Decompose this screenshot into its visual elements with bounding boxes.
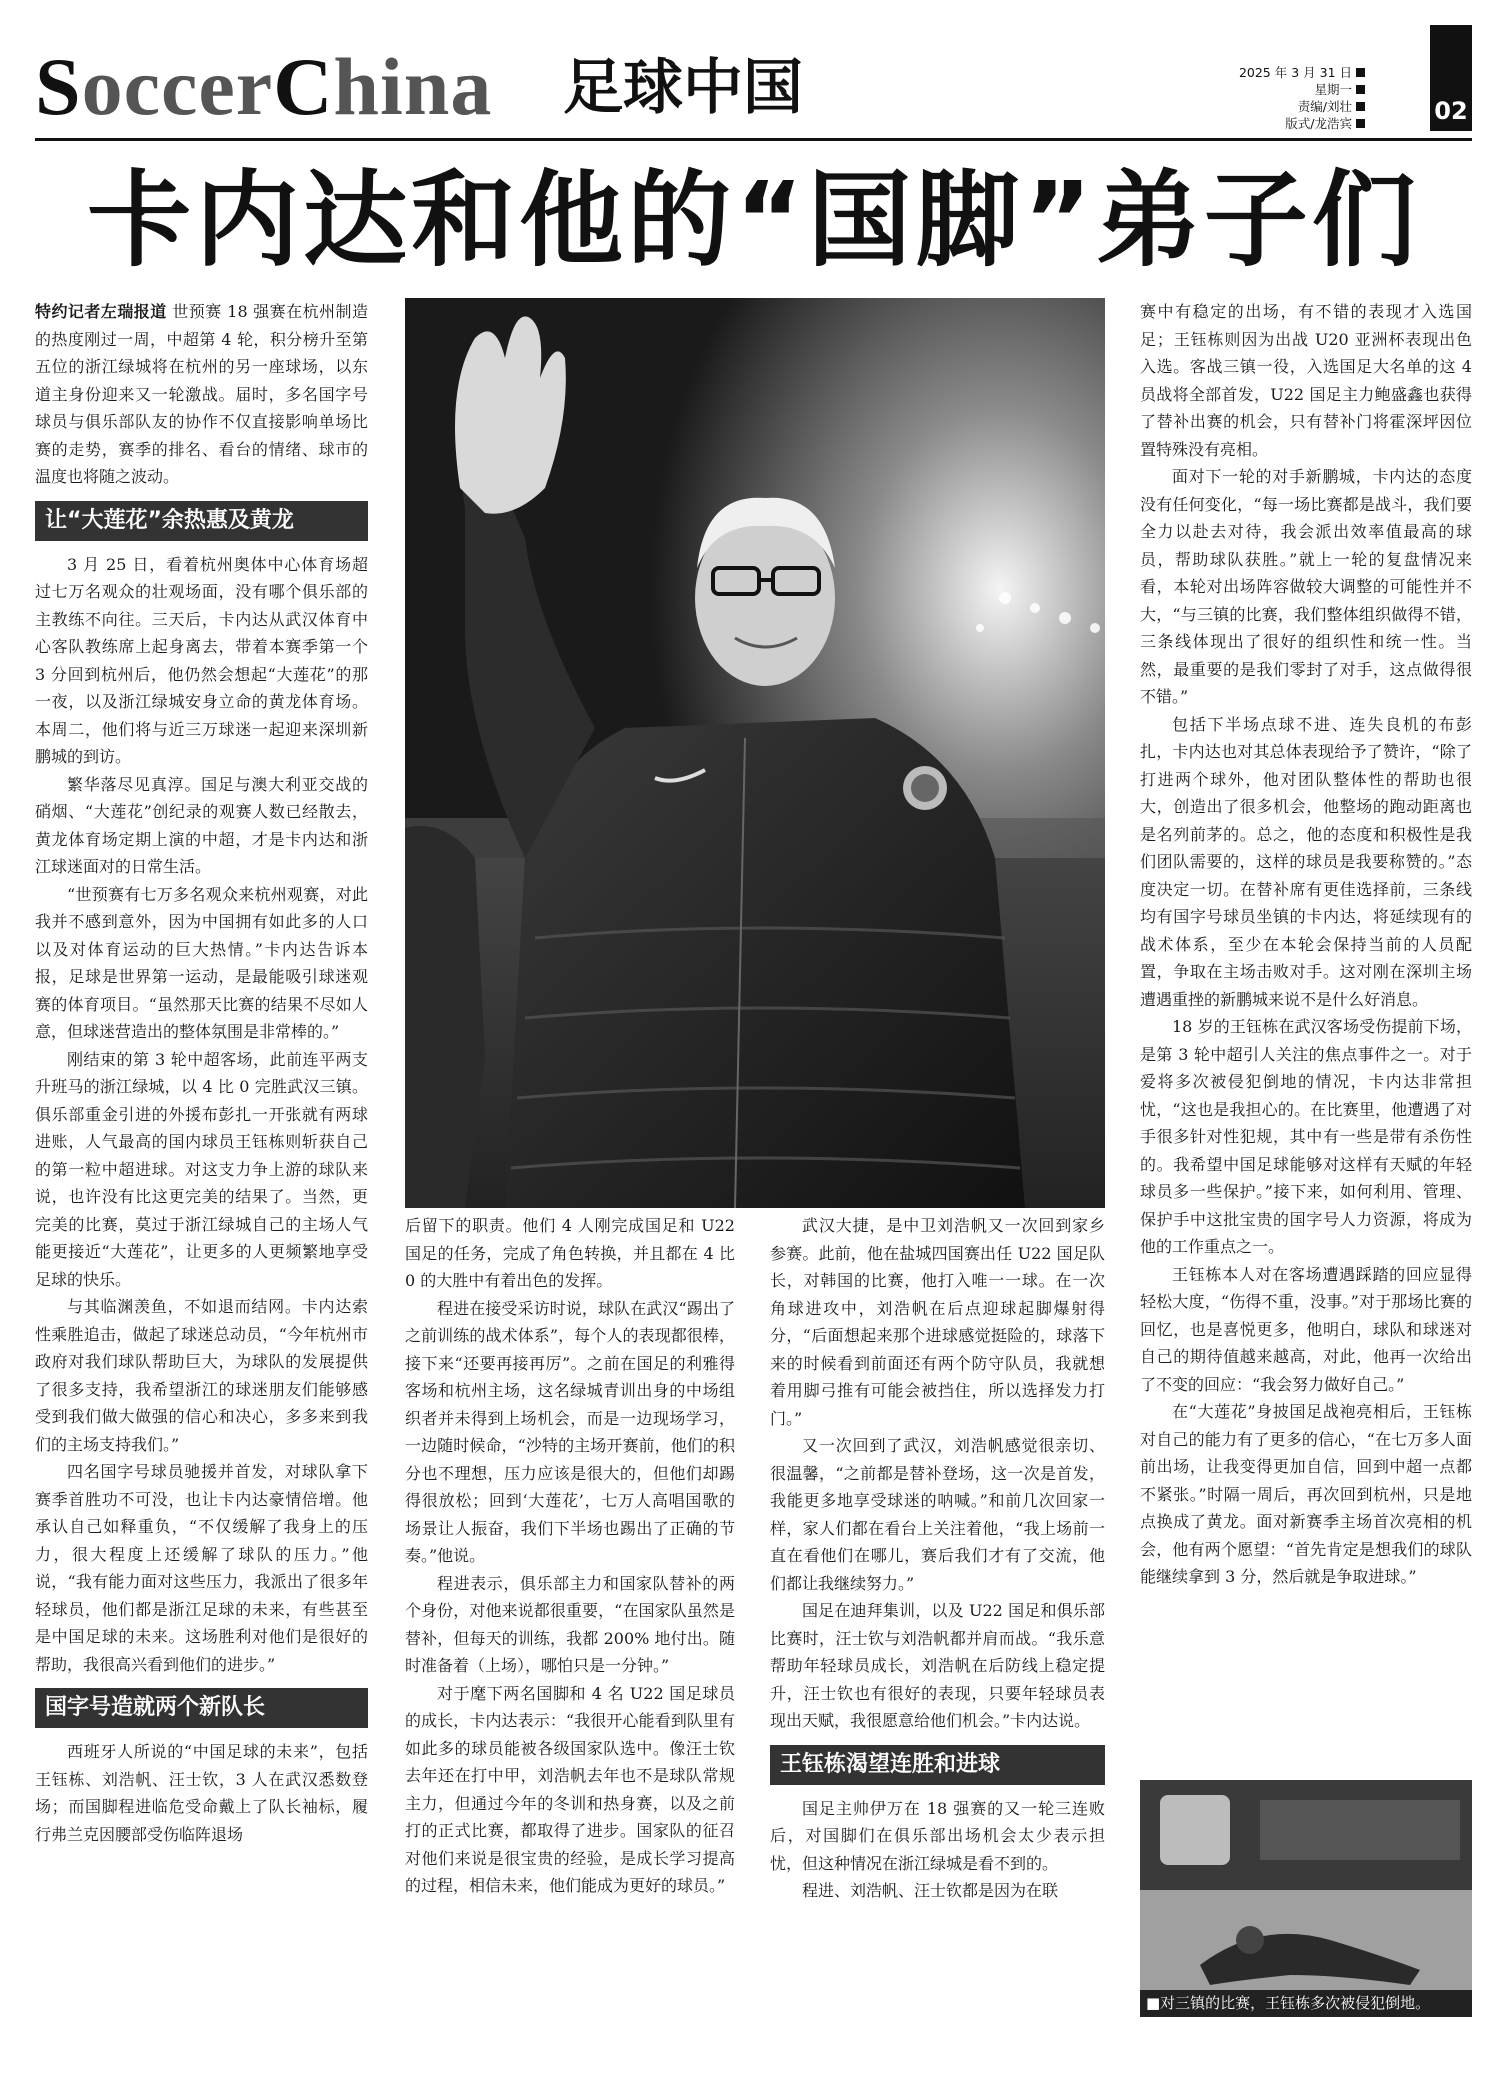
article-column-1 bbox=[35, 298, 368, 1848]
coach-photo-illustration bbox=[405, 298, 1105, 1208]
article-column-2 bbox=[405, 1212, 735, 1900]
issue-weekday: 星期一 bbox=[1239, 81, 1365, 98]
article-column-4 bbox=[1140, 298, 1472, 1591]
subhead-2: 国字号造就两个新队长 bbox=[35, 1688, 368, 1728]
paragraph: 繁华落尽见真淳。国足与澳大利亚交战的硝烟、“大莲花”创纪录的观赛人数已经散去，黄龙体育场定期上演的中超，才是卡内达和浙江球迷面对的日常生活。 bbox=[35, 774, 368, 876]
brand-logo-en: SoccerChina bbox=[35, 41, 493, 132]
paragraph: 对于麾下两名国脚和 4 名 U22 国足球员的成长，卡内达表示：“我很开心能看到队里有如此多的球员能被各级国家队选中。像汪士钦去年还在打中甲，刘浩帆去年也不是球队常规主力，但通过今年的冬训和热身赛，以及之前打的正式比赛，都取得了进步。国家队的征召对他们来说是很宝贵的经验，是成长学习提高的过程，相信未来，他们能成为更好的球员。” bbox=[405, 1683, 735, 1895]
paragraph: 后留下的职责。他们 4 人刚完成国足和 U22 国足的任务，完成了角色转换，并且都在 4 比 0 的大胜中有着出色的发挥。 bbox=[405, 1216, 735, 1290]
brand-logo-cn: 足球中国 bbox=[563, 53, 803, 123]
paragraph: 西班牙人所说的“中国足球的未来”，包括王钰栋、刘浩帆、汪士钦，3 人在武汉悉数登场；而国脚程进临危受命戴上了队长袖标，履行弗兰克因腰部受伤临阵退场 bbox=[35, 1742, 368, 1844]
paragraph: 与其临渊羡鱼，不如退而结网。卡内达索性乘胜追击，做起了球迷总动员，“今年杭州市政府对我们球队帮助巨大，为球队的发展提供了很多支持，我希望浙江的球迷朋友们能够感受到我们做大做强的信心和决心，多多来到我们的主场支持我们。” bbox=[35, 1297, 368, 1454]
paragraph: 武汉大捷，是中卫刘浩帆又一次回到家乡参赛。此前，他在盐城四国赛出任 U22 国足队长，对韩国的比赛，他打入唯一一球。在一次角球进攻中，刘浩帆在后点迎球起脚爆射得分，“后面想起来那个进球感觉挺险的，球落下来的时候看到前面还有两个防守队员，我就想着用脚弓推有可能会被挡住，所以选择发力打门。” bbox=[770, 1216, 1105, 1428]
masthead bbox=[35, 40, 1425, 135]
byline: 特约记者左瑞报道 bbox=[35, 302, 167, 321]
headline: 卡内达和他的“国脚”弟子们 bbox=[87, 159, 1420, 281]
intro-text: 世预赛 18 强赛在杭州制造的热度刚过一周，中超第 4 轮，积分榜升至第五位的浙江绿城将在杭州的另一座球场，以东道主身份迎来又一轮激战。届时，多名国字号球员与俱乐部队友的协作不仅直接影响单场比赛的走势，赛季的排名、看台的情绪、球市的温度也将随之波动。 bbox=[35, 302, 368, 486]
player-fallen-photo bbox=[1140, 1780, 1472, 2017]
article-column-3 bbox=[770, 1212, 1105, 1905]
paragraph: 又一次回到了武汉，刘浩帆感觉很亲切、很温馨，“之前都是替补登场，这一次是首发，我能更多地享受球迷的呐喊。”和前几次回家一样，家人们都在看台上关注着他，“我上场前一直在看他们在哪儿，赛后我们才有了交流，他们都让我继续努力。” bbox=[770, 1436, 1105, 1593]
paragraph: 国足主帅伊万在 18 强赛的又一轮三连败后，对国脚们在俱乐部出场机会太少表示担忧，但这种情况在浙江绿城是看不到的。 bbox=[770, 1798, 1105, 1873]
paragraph: 程进在接受采访时说，球队在武汉“踢出了之前训练的战术体系”，每个人的表现都很棒，接下来“还要再接再厉”。之前在国足的利雅得客场和杭州主场，这名绿城青训出身的中场组织者并未得到上场机会，而是一边现场学习，一边随时候命，“沙特的主场开赛前，他们的积分也不理想，压力应该是很大的，但他们却踢得很放松；回到‘大莲花’，七万人高唱国歌的场景让人振奋，我们下半场也踢出了正确的节奏。”他说。 bbox=[405, 1298, 735, 1565]
paragraph: 程进、刘浩帆、汪士钦都是因为在联 bbox=[802, 1881, 1059, 1900]
paragraph: 四名国字号球员驰援并首发，对球队拿下赛季首胜功不可没，也让卡内达豪情倍增。他承认自己如释重负，“不仅缓解了我身上的压力，很大程度上还缓解了球队的压力。”他说，“我有能力面对这些压力，我派出了很多年轻球员，他们都是浙江足球的未来，有些甚至是中国足球的未来。这场胜利对他们是很好的帮助，我很高兴看到他们的进步。” bbox=[35, 1462, 368, 1674]
paragraph: 王钰栋本人对在客场遭遇踩踏的回应显得轻松大度，“伤得不重，没事。”对于那场比赛的回忆，也是喜悦更多，他明白，球队和球迷对自己的期待值越来越高，对此，他再一次给出了不变的回应：“我会努力做好自己。” bbox=[1140, 1264, 1472, 1394]
paragraph: 程进表示，俱乐部主力和国家队替补的两个身份，对他来说都很重要，“在国家队虽然是替补，但每天的训练，我都 200% 地付出。随时准备着（上场），哪怕只是一分钟。” bbox=[405, 1573, 735, 1675]
paragraph: 赛中有稳定的出场，有不错的表现才入选国足；王钰栋则因为出战 U20 亚洲杯表现出色入选。客战三镇一役，入选国足大名单的这 4 员战将全部首发，U22 国足主力鲍盛鑫也获得了替补出赛的机会，只有替补门将霍深坪因位置特殊没有亮相。 bbox=[1140, 302, 1472, 459]
subhead-1: 让“大莲花”余热惠及黄龙 bbox=[35, 501, 368, 541]
designer-credit: 版式/龙浩宾 bbox=[1239, 115, 1365, 132]
player-photo-illustration bbox=[1140, 1780, 1472, 2017]
dateline bbox=[1239, 64, 1365, 132]
subhead-3: 王钰栋渴望连胜和进球 bbox=[770, 1745, 1105, 1785]
issue-date: 2025 年 3 月 31 日 bbox=[1239, 64, 1365, 81]
paragraph: 18 岁的王钰栋在武汉客场受伤提前下场，是第 3 轮中超引人关注的焦点事件之一。对于爱将多次被侵犯倒地的情况，卡内达非常担忧，“这也是我担心的。在比赛里，他遭遇了对手很多针对性犯规，其中有一些是带有杀伤性的。我希望中国足球能够对这样有天赋的年轻球员多一些保护。”接下来，如何利用、管理、保护手中这批宝贵的国字号人力资源，将成为他的工作重点之一。 bbox=[1140, 1017, 1472, 1256]
page-number: 02 bbox=[1430, 25, 1472, 131]
paragraph: 包括下半场点球不进、连失良机的布彭扎，卡内达也对其总体表现给予了赞许，“除了打进两个球外，他对团队整体性的帮助也很大，创造出了很多机会，他整场的跑动距离也是名列前茅的。总之，他的态度和积极性是我们团队需要的，这样的球员是我要称赞的。”态度决定一切。在替补席有更佳选择前，三条线均有国字号球员坐镇的卡内达，将延续现有的战术体系，至少在本轮会保持当前的人员配置，争取在主场击败对手。这对刚在深圳主场遭遇重挫的新鹏城来说不是什么好消息。 bbox=[1140, 714, 1472, 1009]
editor-credit: 责编/刘壮 bbox=[1239, 98, 1365, 115]
paragraph: 国足在迪拜集训，以及 U22 国足和俱乐部比赛时，汪士钦与刘浩帆都并肩而战。“我乐意帮助年轻球员成长，刘浩帆在后防线上稳定提升，汪士钦也有很好的表现，只要年轻球员表现出天赋，我很愿意给他们机会。”卡内达说。 bbox=[770, 1601, 1105, 1730]
paragraph: 刚结束的第 3 轮中超客场，此前连平两支升班马的浙江绿城，以 4 比 0 完胜武汉三镇。俱乐部重金引进的外援布彭扎一开张就有两球进账，人气最高的国内球员王钰栋则斩获自己的第一粒中超进球。对这支力争上游的球队来说，也许没有比这更完美的结果了。当然，更完美的比赛，莫过于浙江绿城自己的主场人气能更接近“大莲花”，让更多的人更频繁地享受足球的快乐。 bbox=[35, 1049, 368, 1289]
paragraph: 3 月 25 日，看着杭州奥体中心体育场超过七万名观众的壮观场面，没有哪个俱乐部的主教练不向往。三天后，卡内达从武汉体育中心客队教练席上起身离去，带着本赛季第一个 3 分回到杭州后，他仍然会想起“大莲花”的那一夜，以及浙江绿城安身立命的黄龙体育场。本周二，他们将与近三万球迷一起迎来深圳新鹏城的到访。 bbox=[35, 554, 368, 766]
paragraph: 面对下一轮的对手新鹏城，卡内达的态度没有任何变化，“每一场比赛都是战斗，我们要全力以赴去对待，我会派出效率值最高的球员，帮助球队获胜。”就上一轮的复盘情况来看，本轮对出场阵容做较大调整的可能性并不大，“与三镇的比赛，我们整体组织做得不错，三条线体现出了很好的组织性和统一性。当然，最重要的是我们零封了对手，这点做得很不错。” bbox=[1140, 467, 1472, 706]
masthead-rule bbox=[35, 138, 1472, 141]
paragraph: 在“大莲花”身披国足战袍亮相后，王钰栋对自己的能力有了更多的信心，“在七万多人面前出场，让我变得更加自信，回到中超一点都不紧张。”时隔一周后，再次回到杭州，只是地点换成了黄龙。面对新赛季主场首次亮相的机会，他有两个愿望：“首先肯定是想我们的球队能继续拿到 3 分，然后就是争取进球。” bbox=[1140, 1402, 1472, 1586]
coach-waving-photo bbox=[405, 298, 1105, 1208]
photo-caption: ■对三镇的比赛，王钰栋多次被侵犯倒地。 bbox=[1140, 1990, 1472, 2017]
paragraph: “世预赛有七万多名观众来杭州观赛，对此我并不感到意外，因为中国拥有如此多的人口以及对体育运动的巨大热情。”卡内达告诉本报，足球是世界第一运动，是最能吸引球迷观赛的体育项目。“虽然那天比赛的结果不尽如人意，但球迷营造出的整体氛围是非常棒的。” bbox=[35, 884, 368, 1041]
